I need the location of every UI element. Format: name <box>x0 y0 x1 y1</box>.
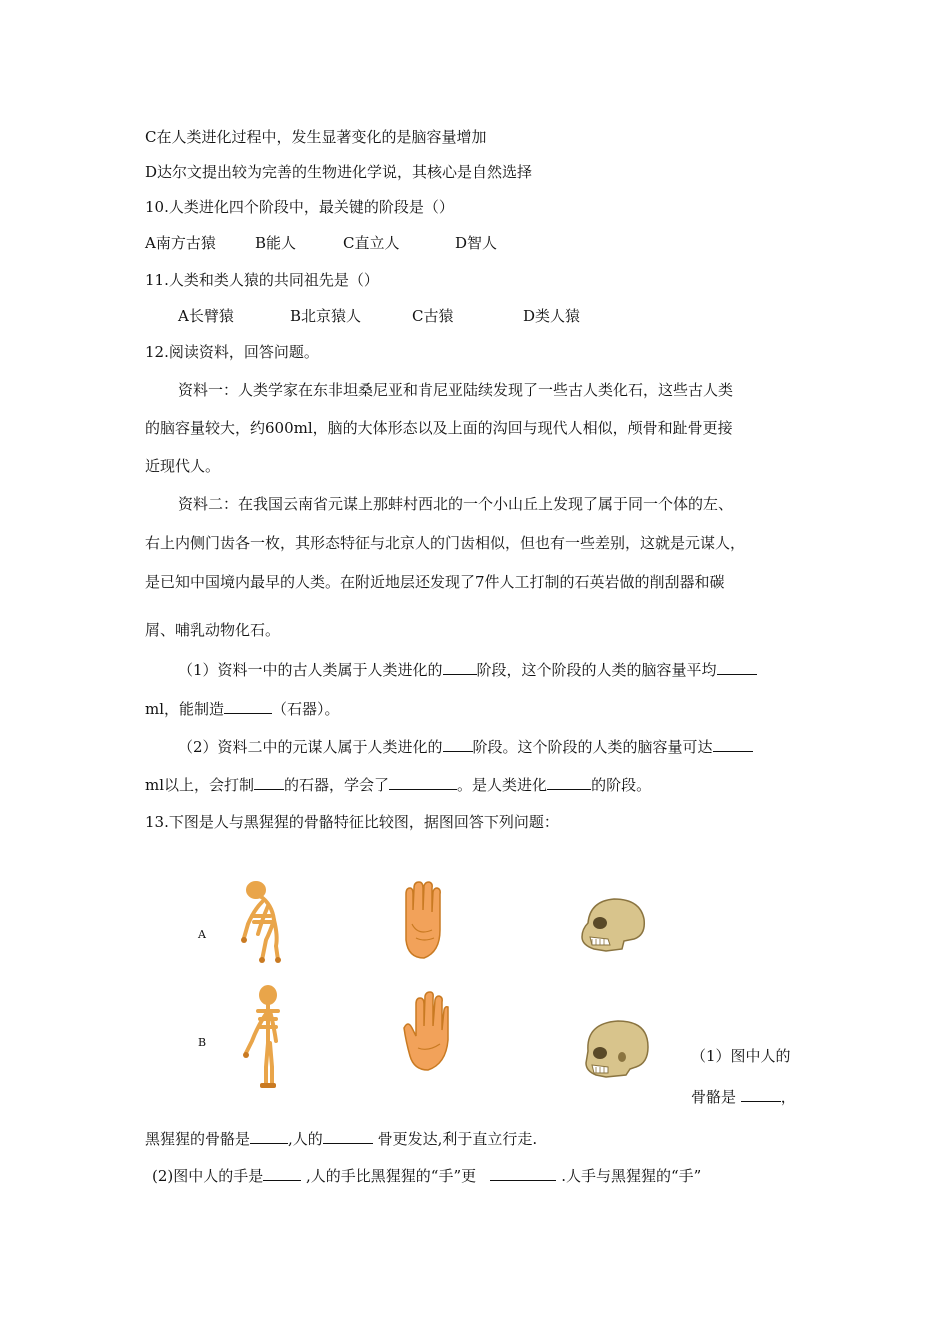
option-d-line: D达尔文提出较为完善的生物进化学说，其核心是自然选择 <box>145 163 533 181</box>
question-13: 13.下图是人与黑猩猩的骨骼特征比较图，据图回答下列问题： <box>145 813 559 831</box>
part-1-line-3: 黑猩猩的骨骼是 ,人的 骨更发达,利于直立行走. <box>145 1130 538 1148</box>
answer-blank[interactable] <box>741 1087 781 1102</box>
answer-blank[interactable] <box>490 1166 556 1181</box>
q11-option-c: C古猿 <box>412 307 454 325</box>
q10-option-a: A南方古猿 <box>145 234 216 252</box>
part-1-line-1: （1）图中人的 <box>691 1047 791 1065</box>
material-2-line-4: 屑、哺乳动物化石。 <box>145 621 281 639</box>
answer-blank[interactable] <box>224 699 272 714</box>
answer-blank[interactable] <box>443 737 473 752</box>
answer-blank[interactable] <box>323 1129 373 1144</box>
answer-blank[interactable] <box>250 1129 288 1144</box>
row-label-a: A <box>198 928 206 941</box>
answer-blank[interactable] <box>443 660 477 675</box>
answer-blank[interactable] <box>717 660 757 675</box>
part-2-line-1: (2)图中人的手是 ,人的手比黑猩猩的“手”更 .人手与黑猩猩的“手” <box>152 1167 702 1185</box>
chimpanzee-skeleton-image <box>232 880 292 964</box>
human-skull-image <box>578 1017 652 1079</box>
part-1-line-2: 骨骼是 ， <box>691 1088 796 1106</box>
row-label-b: B <box>198 1036 207 1049</box>
human-skeleton-image <box>238 985 288 1091</box>
question-10: 10.人类进化四个阶段中，最关键的阶段是（） <box>145 198 454 216</box>
q10-option-b: B能人 <box>255 234 297 252</box>
option-c-line: C在人类进化过程中，发生显著变化的是脑容量增加 <box>145 128 487 146</box>
question-11: 11.人类和类人猿的共同祖先是（） <box>145 271 379 289</box>
answer-blank[interactable] <box>547 775 591 790</box>
answer-blank[interactable] <box>389 775 457 790</box>
material-1-line-3: 近现代人。 <box>145 457 221 475</box>
question-12: 12.阅读资料，回答问题。 <box>145 343 319 361</box>
subquestion-2-line-1: （2）资料二中的元谋人属于人类进化的 阶段。这个阶段的人类的脑容量可达 <box>178 737 753 757</box>
material-1-line-1: 资料一：人类学家在东非坦桑尼亚和肯尼亚陆续发现了一些古人类化石，这些古人类 <box>178 381 734 399</box>
subquestion-2-line-2: ml以上，会打制 的石器，学会了 。是人类进化 的阶段。 <box>145 776 652 794</box>
chimpanzee-hand-image <box>398 880 448 962</box>
q10-option-c: C直立人 <box>343 234 400 252</box>
q11-option-a: A长臂猿 <box>178 307 234 325</box>
answer-blank[interactable] <box>263 1166 301 1181</box>
subquestion-1-line-2: ml，能制造 （石器）。 <box>145 700 340 718</box>
material-2-line-3: 是已知中国境内最早的人类。在附近地层还发现了7件人工打制的石英岩做的削刮器和碳 <box>145 573 725 591</box>
q11-option-d: D类人猿 <box>523 307 581 325</box>
subquestion-1-line-1: （1）资料一中的古人类属于人类进化的 阶段，这个阶段的人类的脑容量平均 <box>178 660 757 680</box>
answer-blank[interactable] <box>254 775 284 790</box>
answer-blank[interactable] <box>713 737 753 752</box>
q11-option-b: B北京猿人 <box>290 307 362 325</box>
human-hand-image <box>398 990 450 1074</box>
chimpanzee-skull-image <box>578 893 650 955</box>
material-1-line-2: 的脑容量较大，约600ml，脑的大体形态以及上面的沟回与现代人相似，颅骨和趾骨更接 <box>145 419 733 437</box>
material-2-line-1: 资料二：在我国云南省元谋上那蚌村西北的一个小山丘上发现了属于同一个体的左、 <box>178 495 734 513</box>
material-2-line-2: 右上内侧门齿各一枚，其形态特征与北京人的门齿相似，但也有一些差别，这就是元谋人， <box>145 534 746 552</box>
q10-option-d: D智人 <box>455 234 498 252</box>
